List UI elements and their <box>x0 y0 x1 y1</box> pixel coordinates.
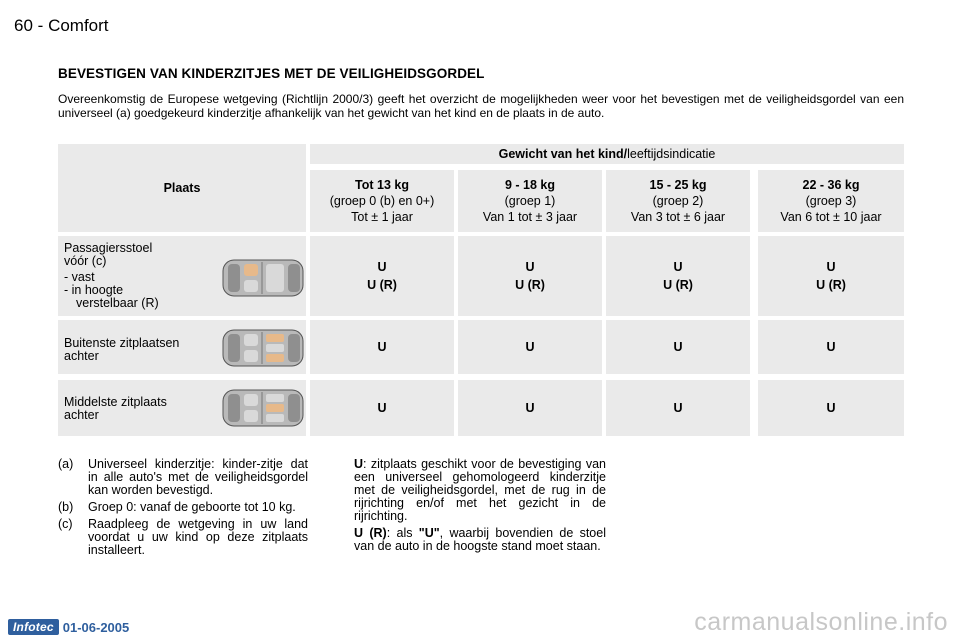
weight-column-1 <box>310 170 454 232</box>
legend-ur-mid: : als <box>386 526 419 540</box>
plaats-header: Plaats <box>58 144 306 232</box>
value-u: U <box>673 401 683 415</box>
value-cell <box>310 320 454 374</box>
legend-u-text: : zitplaats geschikt voor de bevestiging van een universeel gehomologeerd kinderzitje met de veiligheidsgordel, met de rug in de rijrichting en/of met het gezicht in de rijrichting. <box>354 457 606 523</box>
row-label-line: achter <box>64 408 99 422</box>
child-seat-table <box>58 144 904 436</box>
row-label-rear-middle <box>58 380 306 436</box>
gewicht-header-rest: leeftijdsindicatie <box>627 147 716 161</box>
footnotes <box>58 458 308 561</box>
page-number: 60 <box>14 16 33 35</box>
value-cell <box>458 236 602 316</box>
weight-age: Van 6 tot ± 10 jaar <box>780 210 882 224</box>
value-u: U <box>377 260 387 274</box>
intro-paragraph: Overeenkomstig de Europese wetgeving (Richtlijn 2000/3) geeft het overzicht de mogelijkheden weer voor het bevestigen met de veiligheidsgordel van een universeel (a) goedgekeurd kinderzitje afhankelijk van het gewicht van het kind en de plaats in de auto. <box>58 92 904 120</box>
footnote-text: Raadpleeg de wetgeving in uw land voordat u uw kind op deze zitplaats installeert. <box>88 517 308 557</box>
row-label-line: Passagiersstoel <box>64 241 153 255</box>
weight-age: Van 1 tot ± 3 jaar <box>482 210 578 224</box>
header-separator: - <box>37 16 44 35</box>
car-seat-rear-outer-icon <box>222 328 304 368</box>
value-u: U <box>525 260 535 274</box>
car-seat-rear-middle-icon <box>222 388 304 428</box>
value-cell <box>758 320 904 374</box>
value-cell <box>758 236 904 316</box>
row-label-line: Buitenste zitplaatsen <box>64 336 180 350</box>
value-u: U <box>673 260 683 274</box>
value-u: U <box>826 340 836 354</box>
footnote-key: (a) <box>58 457 74 471</box>
weight-range: Tot 13 kg <box>355 178 409 192</box>
value-u: U <box>377 340 387 354</box>
row-label-line: achter <box>64 349 99 363</box>
car-seat-front-passenger-icon <box>222 258 304 298</box>
gewicht-header-bold: Gewicht van het kind/ <box>498 147 628 161</box>
weight-range: 9 - 18 kg <box>504 178 556 192</box>
value-u: U <box>826 260 836 274</box>
legend <box>354 458 606 557</box>
footnote-a <box>58 458 308 497</box>
infotec-logo: Infotec <box>8 619 59 635</box>
gewicht-header <box>310 144 904 164</box>
weight-group: (groep 0 (b) en 0+) <box>329 194 435 208</box>
legend-ur-text: , waarbij bovendien de stoel van de auto in de hoogste stand moet staan. <box>354 526 606 553</box>
value-cell <box>458 320 602 374</box>
row-label-text <box>64 396 167 422</box>
value-cell <box>458 380 602 436</box>
footer-date: 01-06-2005 <box>62 619 130 635</box>
footnote-text: Groep 0: vanaf de geboorte tot 10 kg. <box>88 500 296 514</box>
value-u: U <box>377 401 387 415</box>
section-title: BEVESTIGEN VAN KINDERZITJES MET DE VEILIGHEIDSGORDEL <box>58 66 485 81</box>
chapter-title: Comfort <box>48 16 109 35</box>
footnote-b <box>58 501 308 514</box>
watermark: carmanualsonline.info <box>694 608 948 636</box>
value-cell <box>310 236 454 316</box>
value-cell <box>310 380 454 436</box>
legend-ur-key: U (R) <box>354 526 387 540</box>
weight-group: (groep 2) <box>652 194 704 208</box>
row-option-height-cont: verstelbaar (R) <box>76 296 159 310</box>
row-label-text <box>64 242 159 310</box>
legend-u-key: U <box>354 457 364 471</box>
legend-ur <box>354 527 606 553</box>
weight-column-3 <box>606 170 750 232</box>
weight-age: Tot ± 1 jaar <box>351 210 413 224</box>
footnote-key: (c) <box>58 517 73 531</box>
row-label-line: Middelste zitplaats <box>64 395 167 409</box>
value-u: U <box>525 401 535 415</box>
value-ur: U (R) <box>515 278 545 292</box>
weight-column-2 <box>458 170 602 232</box>
value-u: U <box>673 340 683 354</box>
page-header <box>14 16 109 36</box>
row-label-text <box>64 337 179 363</box>
row-label-rear-outer <box>58 320 306 374</box>
row-label-line: vóór (c) <box>64 254 107 268</box>
weight-group: (groep 3) <box>805 194 857 208</box>
footnote-key: (b) <box>58 500 74 514</box>
value-cell <box>606 380 750 436</box>
value-cell <box>758 380 904 436</box>
row-option-height: - in hoogte <box>64 283 124 297</box>
legend-ur-quote: "U" <box>418 526 440 540</box>
footer <box>8 618 129 636</box>
footnote-text: Universeel kinderzitje: kinder-zitje dat in alle auto's met de veiligheidsgordel kan worden bevestigd. <box>88 457 308 497</box>
row-option-fixed: - vast <box>64 270 95 284</box>
footnote-c <box>58 518 308 557</box>
value-u: U <box>525 340 535 354</box>
weight-column-4 <box>758 170 904 232</box>
value-cell <box>606 320 750 374</box>
weight-group: (groep 1) <box>504 194 556 208</box>
value-ur: U (R) <box>663 278 693 292</box>
legend-u <box>354 458 606 523</box>
weight-range: 15 - 25 kg <box>649 178 707 192</box>
weight-range: 22 - 36 kg <box>802 178 860 192</box>
row-label-front-passenger <box>58 236 306 316</box>
value-ur: U (R) <box>816 278 846 292</box>
weight-age: Van 3 tot ± 6 jaar <box>630 210 726 224</box>
value-ur: U (R) <box>367 278 397 292</box>
value-cell <box>606 236 750 316</box>
value-u: U <box>826 401 836 415</box>
